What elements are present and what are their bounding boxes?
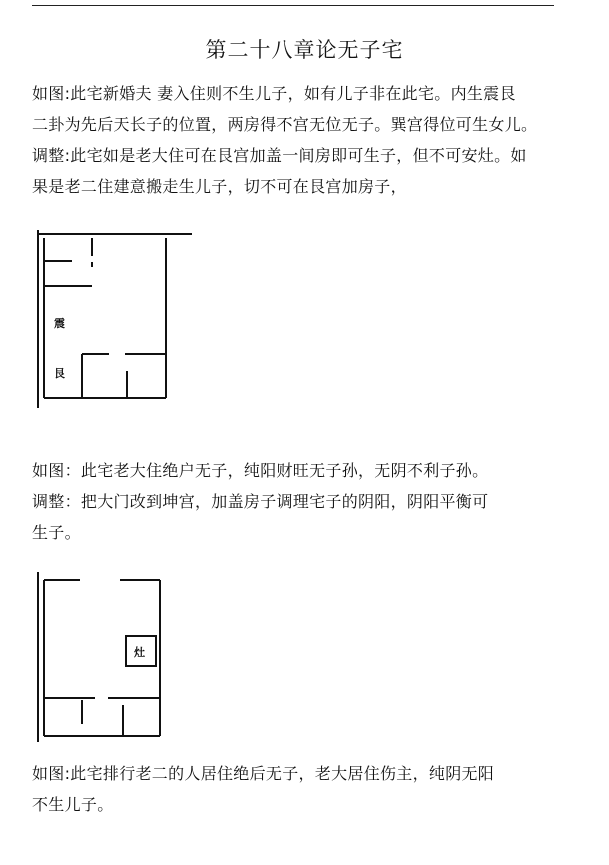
paragraph-line: 如图:此宅排行老二的人居住绝后无子，老大居住伤主，纯阴无阳 (32, 764, 495, 783)
paragraph-line: 调整:此宅如是老大住可在艮宫加盖一间房即可生子，但不可安灶。如 (32, 146, 527, 165)
paragraph-2 (32, 455, 572, 548)
paragraph-line: 生子。 (32, 523, 81, 542)
label-zhen: 震 (54, 317, 65, 330)
label-stove: 灶 (134, 646, 145, 659)
floor-plan-2-drawing (30, 570, 170, 750)
paragraph-line: 调整：把大门改到坤宫，加盖房子调理宅子的阴阳，阴阳平衡可 (32, 492, 489, 511)
floor-plan-2 (30, 570, 170, 754)
page-title: 第二十八章论无子宅 (205, 38, 404, 62)
paragraph-line: 如图:此宅新婚夫 妻入住则不生儿子，如有儿子非在此宅。内生震艮 (32, 84, 516, 103)
floor-plan-1-drawing (30, 226, 200, 416)
paragraph-line: 二卦为先后天长子的位置，两房得不宫无位无子。巽宫得位可生女儿。 (32, 115, 538, 134)
paragraph-1 (32, 78, 572, 202)
label-gen: 艮 (54, 367, 65, 380)
floor-plan-1 (30, 226, 200, 420)
paragraph-3 (32, 758, 572, 820)
paragraph-line: 如图：此宅老大住绝户无子，纯阳财旺无子孙，无阴不利子孙。 (32, 461, 489, 480)
paragraph-line: 不生儿子。 (32, 795, 114, 814)
paragraph-line: 果是老二住建意搬走生儿子，切不可在艮宫加房子， (32, 177, 407, 196)
header-rule (32, 5, 554, 6)
